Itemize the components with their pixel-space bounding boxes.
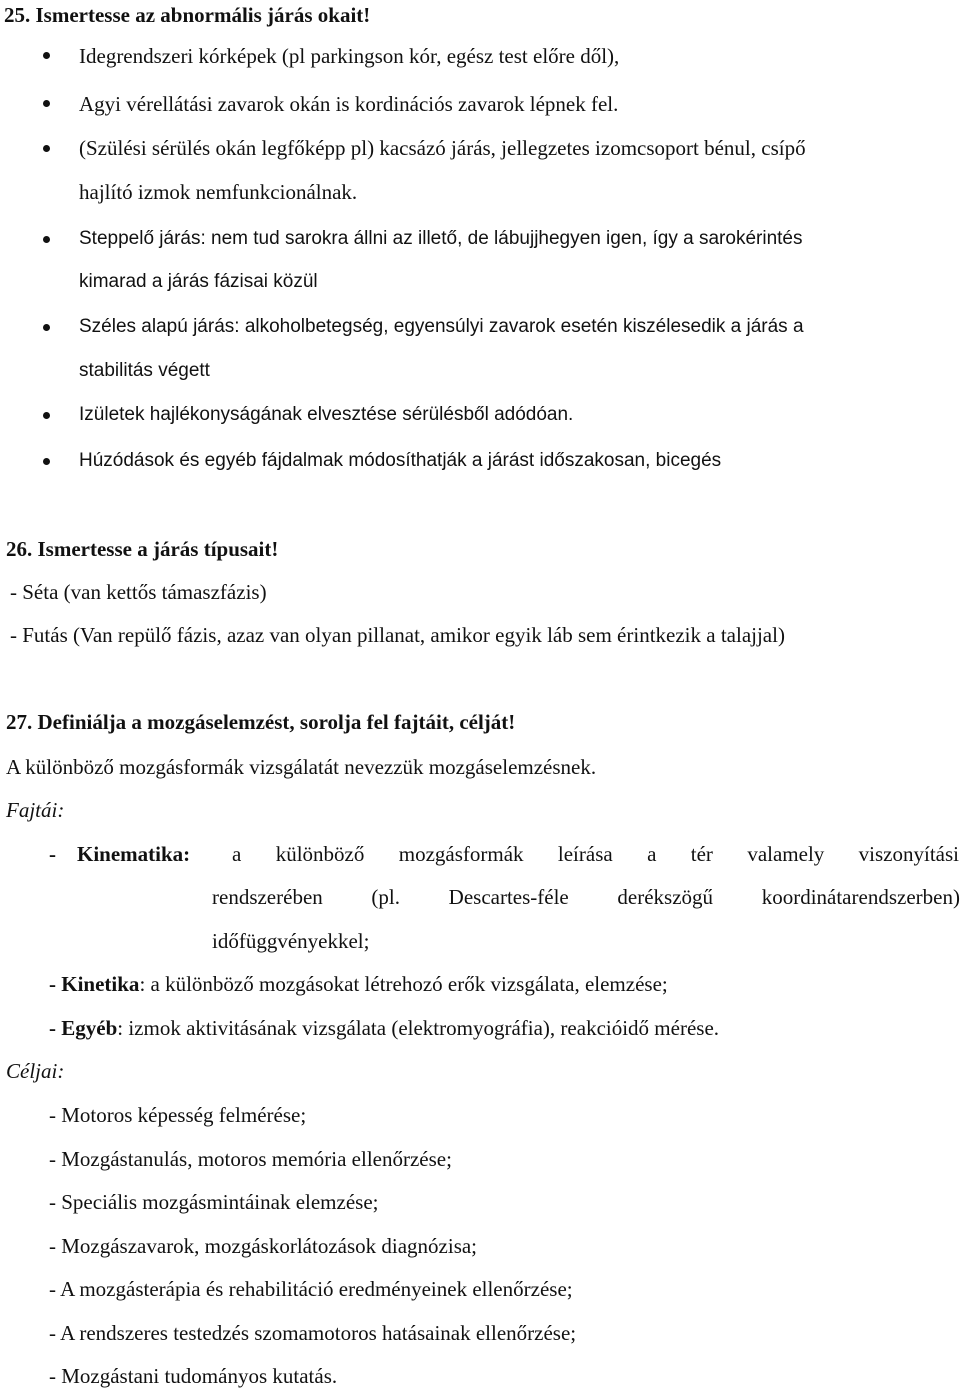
goal-item: - A rendszeres testedzés szomamotoros hatásainak ellenőrzése; [49,1321,577,1345]
word: Descartes-féle [448,885,569,909]
egyeb-term: Egyéb [61,1016,118,1040]
word: különböző [275,842,365,866]
egyeb-line [49,1015,719,1041]
kinematika-term: Kinematika: [77,842,191,866]
bullet-item: Húzódások és egyéb fájdalmak módosíthatják a járást időszakosan, bicegés [79,450,722,471]
goal-item: - Motoros képesség felmérése; [49,1103,307,1127]
bullet-icon [43,458,50,465]
egyeb-dash: - [49,1016,62,1040]
bullet-icon [43,52,50,59]
goal-item: - Speciális mozgásmintáinak elemzése; [49,1190,379,1214]
word: koordinátarendszerben) [761,885,960,909]
word: (pl. [371,885,400,909]
word: mozgásformák [398,842,524,866]
types-heading: Fajtái: [6,798,65,822]
kinetika-term: Kinetika [61,972,140,996]
kinetika-description: : a különböző mozgásokat létrehozó erők vizsgálata, elemzése; [139,972,668,996]
bullet-icon [43,100,50,107]
bullet-icon [43,236,50,243]
word: a [232,842,242,866]
word: a [647,842,657,866]
word: rendszerében [212,885,323,909]
bullet-item-continuation: stabilitás végett [79,360,210,381]
word: viszonyítási [858,842,959,866]
bullet-item: Agyi vérellátási zavarok okán is kordinációs zavarok lépnek fel. [79,92,619,116]
question-25-title: 25. Ismertesse az abnormális járás okait! [4,3,371,27]
bullet-icon [43,412,50,419]
goal-item: - A mozgásterápia és rehabilitáció eredményeinek ellenőrzése; [49,1277,573,1301]
goal-item: - Mozgástani tudományos kutatás. [49,1364,338,1388]
question-26-title: 26. Ismertesse a járás típusait! [6,537,279,561]
kinetika-dash: - [49,972,62,996]
gait-type-line: - Séta (van kettős támaszfázis) [10,580,267,604]
bullet-item-continuation: hajlító izmok nemfunkcionálnak. [79,180,358,204]
word: tér [690,842,713,866]
word: leírása [557,842,613,866]
bullet-item-continuation: kimarad a járás fázisai közül [79,271,318,292]
bullet-icon [43,324,50,331]
egyeb-description: : izmok aktivitásának vizsgálata (elektromyográfia), reakcióidő mérése. [117,1016,720,1040]
bullet-icon [43,145,50,152]
gait-type-line: - Futás (Van repülő fázis, azaz van olyan pillanat, amikor egyik láb sem érintkezik a talajjal) [10,623,785,647]
bullet-item: Széles alapú járás: alkoholbetegség, egyensúlyi zavarok esetén kiszélesedik a járás a [79,316,804,337]
word: valamely [747,842,825,866]
bullet-item: Steppelő járás: nem tud sarokra állni az illető, de lábujjhegyen igen, így a sarokérintés [79,228,803,249]
goals-heading: Céljai: [6,1059,65,1083]
kinematika-line-1 [232,841,959,867]
kinematika-dash: - [49,842,56,866]
bullet-item: Izületek hajlékonyságának elvesztése sérülésből adódóan. [79,404,574,425]
bullet-item: (Szülési sérülés okán legfőképp pl) kacsázó járás, jellegzetes izomcsoport bénul, csípő [79,136,806,160]
kinematika-line-2 [212,884,960,910]
word: derékszögű [617,885,714,909]
goal-item: - Mozgászavarok, mozgáskorlátozások diagnózisa; [49,1234,478,1258]
question-27-title: 27. Definiálja a mozgáselemzést, sorolja fel fajtáit, célját! [6,710,516,734]
definition-text: A különböző mozgásformák vizsgálatát nevezzük mozgáselemzésnek. [6,755,597,779]
bullet-item: Idegrendszeri kórképek (pl parkingson kór, egész test előre dől), [79,44,620,68]
kinetika-line [49,971,668,997]
kinematika-line-3: időfüggvényekkel; [212,929,370,953]
goal-item: - Mozgástanulás, motoros memória ellenőrzése; [49,1147,452,1171]
